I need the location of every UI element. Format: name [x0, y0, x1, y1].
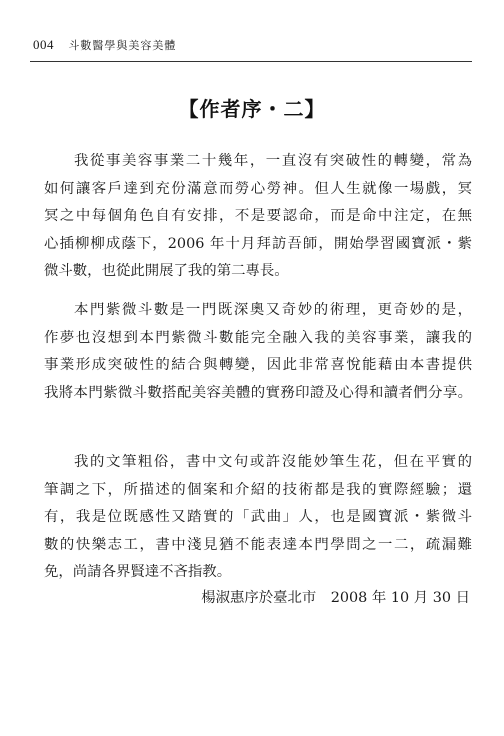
paragraph-line: 有，我是位既感性又踏實的「武曲」人，也是國寶派・紫微斗	[44, 509, 472, 525]
paragraph-line: 我將本門紫微斗數搭配美容美體的實務印證及心得和讀者們分享。	[44, 384, 472, 401]
page-number: 004	[33, 37, 54, 52]
section-title: 【作者序・二】	[178, 97, 326, 121]
header-rule	[30, 61, 472, 62]
paragraph-line: 筆調之下，所描述的個案和介紹的技術都是我的實際經驗；還	[44, 481, 472, 498]
paragraph-line: 微斗數，也從此開展了我的第二專長。	[44, 263, 289, 279]
paragraph-line: 心插柳柳成蔭下，2006 年十月拜訪吾師，開始學習國寶派・紫	[44, 235, 472, 252]
paragraph-line: 本門紫微斗數是一門既深奧又奇妙的術理，更奇妙的是，	[74, 302, 472, 318]
book-title: 斗數醫學與美容美體	[68, 39, 177, 52]
paragraph-line: 我從事美容事業二十幾年，一直沒有突破性的轉變，常為	[74, 153, 472, 169]
paragraph-line: 如何讓客戶達到充份滿意而勞心勞神。但人生就像一場戲，冥	[44, 180, 472, 197]
paragraph-line: 我的文筆粗俗，書中文句或許沒能妙筆生花，但在平實的	[74, 454, 472, 470]
paragraph-line: 作夢也沒想到本門紫微斗數能完全融入我的美容事業，讓我的	[44, 329, 472, 346]
paragraph-3	[44, 449, 472, 587]
paragraph-2	[44, 297, 472, 407]
paragraph-line: 事業形成突破性的結合與轉變，因此非常喜悅能藉由本書提供	[44, 357, 472, 373]
signature: 楊淑惠序於臺北市 2008 年 10 月 30 日	[201, 590, 470, 606]
running-head	[33, 37, 176, 53]
paragraph-line: 數的快樂志工，書中淺見猶不能表達本門學問之一二，疏漏難	[44, 536, 472, 553]
paragraph-line: 冥之中每個角色自有安排，不是要認命，而是命中注定，在無	[44, 208, 472, 224]
paragraph-1	[44, 148, 472, 286]
paragraph-line: 免，尚請各界賢達不吝指教。	[44, 564, 232, 580]
